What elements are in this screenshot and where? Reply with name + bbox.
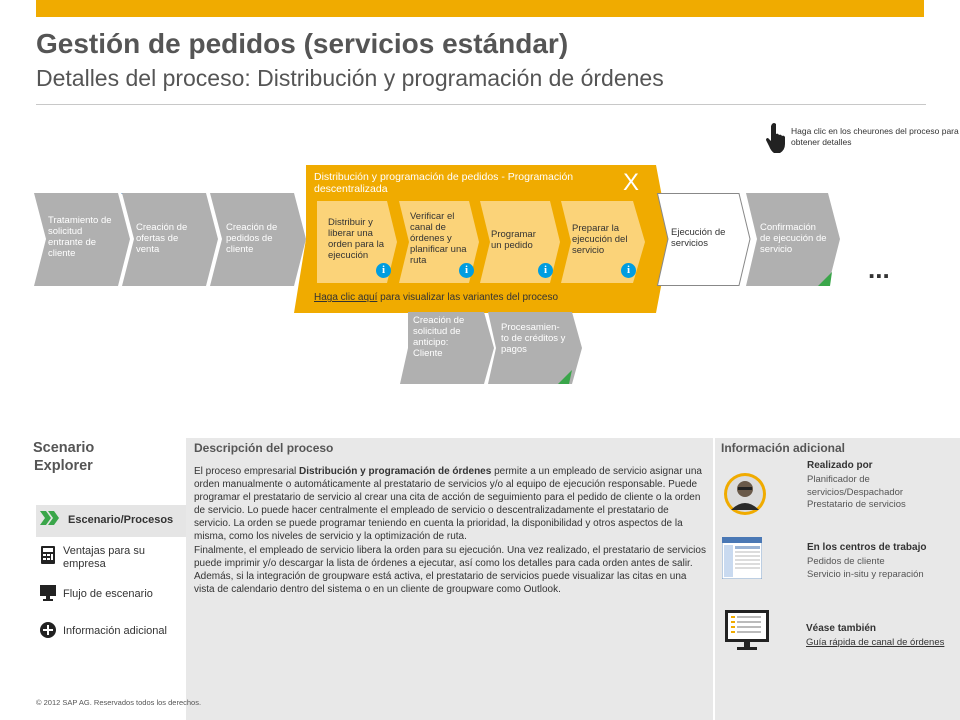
chevron-label: Ejecución de servicios bbox=[671, 227, 726, 249]
pointer-hand-icon bbox=[765, 122, 787, 154]
performed-by-line: Planificador de bbox=[807, 474, 870, 485]
work-center-screen-icon bbox=[722, 537, 762, 579]
copyright-footer: © 2012 SAP AG. Reservados todos los derechos. bbox=[36, 698, 202, 707]
close-icon[interactable]: X bbox=[623, 169, 640, 196]
description-title: Descripción del proceso bbox=[194, 441, 334, 455]
substep-distribuir-liberar[interactable] bbox=[317, 201, 397, 283]
work-centers-heading: En los centros de trabajo bbox=[807, 542, 927, 553]
info-icon[interactable]: i bbox=[538, 263, 553, 278]
person-avatar-icon bbox=[723, 472, 767, 516]
performed-by-line: Prestatario de servicios bbox=[807, 499, 906, 510]
see-also-heading: Véase también bbox=[806, 623, 877, 634]
title-divider bbox=[36, 104, 926, 105]
variants-text: para visualizar las variantes del proceso bbox=[377, 292, 559, 303]
nav-item-flujo-escenario[interactable]: Flujo de escenario bbox=[63, 588, 153, 600]
substep-label: Preparar la ejecución del servicio bbox=[572, 223, 628, 256]
chevron-label: Creación de ofertas de venta bbox=[136, 222, 188, 255]
substep-verificar-canal[interactable] bbox=[399, 201, 479, 283]
chevron-label: Tratamiento de solicitud entrante de cliente bbox=[48, 215, 112, 259]
plus-circle-icon bbox=[40, 622, 56, 638]
description-body: El proceso empresarial Distribución y programación de órdenes permite a un empleado de servicio asignar una orden manualmente o automáticamente al prestatario de servicios y/o al equipo de ejecución responsable. Puede programar el prestatario de servicio al crear una cita de acción de seguimiento para el pedido de cliente o la orden de servicio. Lo puede hacer centralmente el empleado de servicio o descentralizadamente el prestatario de servicio. La orden se puede programar teniendo en cuenta la prioridad, la disponibilidad y otros aspectos de la misma, como los niveles de servicio y la optimización de ruta. Finalmente, el empleado de servicio libera la orden para su ejecución. Una vez realizado, el prestatario de servicios puede imprimir y/o descargar la lista de órdenes a ejecutar, así como los detalles para cada orden antes de salir. Además, si la integración de groupware está activa, el prestatario de servicios puede visualizar las citas en una vista de calendario dentro del sistema o en un cliente de groupware como Outlook. bbox=[194, 466, 706, 595]
chevron-procesamiento-creditos[interactable] bbox=[488, 312, 582, 384]
performed-by-heading: Realizado por bbox=[807, 460, 873, 471]
additional-info-title: Información adicional bbox=[721, 441, 846, 455]
chevron-confirmacion-ejecucion[interactable] bbox=[746, 193, 840, 286]
double-chevron-icon bbox=[40, 511, 60, 525]
chevron-tratamiento-solicitud[interactable] bbox=[34, 193, 130, 286]
info-icon[interactable]: i bbox=[621, 263, 636, 278]
work-center-line: Servicio in-situ y reparación bbox=[807, 569, 924, 580]
content-divider bbox=[713, 438, 715, 720]
substep-programar-pedido[interactable] bbox=[480, 201, 560, 283]
hint-text: Haga clic en los cheurones del proceso para obtener detalles bbox=[791, 126, 959, 147]
page-subtitle: Detalles del proceso: Distribución y programación de órdenes bbox=[36, 65, 664, 91]
info-icon[interactable]: i bbox=[376, 263, 391, 278]
chevron-label: Creación de pedidos de cliente bbox=[226, 222, 278, 255]
variants-link[interactable]: Haga clic aquí bbox=[314, 292, 378, 303]
chevron-creacion-pedidos[interactable] bbox=[210, 193, 306, 286]
substep-label: Distribuir y liberar una orden para la ejecución bbox=[328, 217, 384, 261]
nav-item-informacion-adicional[interactable]: Información adicional bbox=[63, 625, 167, 637]
work-center-line: Pedidos de cliente bbox=[807, 556, 885, 567]
substep-label: Programar un pedido bbox=[491, 229, 536, 251]
chevron-label: Creación de solicitud de anticipo: Cliente bbox=[413, 315, 465, 359]
info-icon[interactable]: i bbox=[459, 263, 474, 278]
substep-preparar-ejecucion[interactable] bbox=[561, 201, 645, 283]
chevron-ejecucion-servicios[interactable] bbox=[657, 193, 751, 286]
performed-by-line: servicios/Despachador bbox=[807, 487, 904, 498]
calculator-icon bbox=[41, 546, 55, 564]
chevron-label: Procesamien-to de créditos y pagos bbox=[501, 322, 566, 355]
expanded-panel-title: Distribución y programación de pedidos - Programación descentralizada bbox=[314, 171, 574, 195]
nav-item-ventajas[interactable]: Ventajas para su empresa bbox=[63, 545, 145, 570]
chevron-creacion-ofertas[interactable] bbox=[122, 193, 218, 286]
chevron-label: Confirmación de ejecución de servicio bbox=[760, 222, 827, 255]
monitor-icon bbox=[40, 585, 56, 601]
see-also-link[interactable]: Guía rápida de canal de órdenes bbox=[806, 637, 945, 648]
scenario-explorer-title: Scenario Explorer bbox=[33, 440, 95, 474]
process-name: Distribución y programación de órdenes bbox=[299, 466, 492, 477]
more-steps-ellipsis: ... bbox=[868, 254, 890, 284]
substep-label: Verificar el canal de órdenes y planificar una ruta bbox=[410, 211, 467, 266]
page-title: Gestión de pedidos (servicios estándar) bbox=[36, 28, 569, 59]
chevron-solicitud-anticipo[interactable] bbox=[400, 312, 494, 384]
variants-link-row bbox=[314, 292, 558, 303]
document-screen-icon bbox=[725, 610, 769, 650]
top-accent-bar bbox=[36, 0, 924, 17]
nav-active-label: Escenario/Procesos bbox=[68, 514, 174, 526]
